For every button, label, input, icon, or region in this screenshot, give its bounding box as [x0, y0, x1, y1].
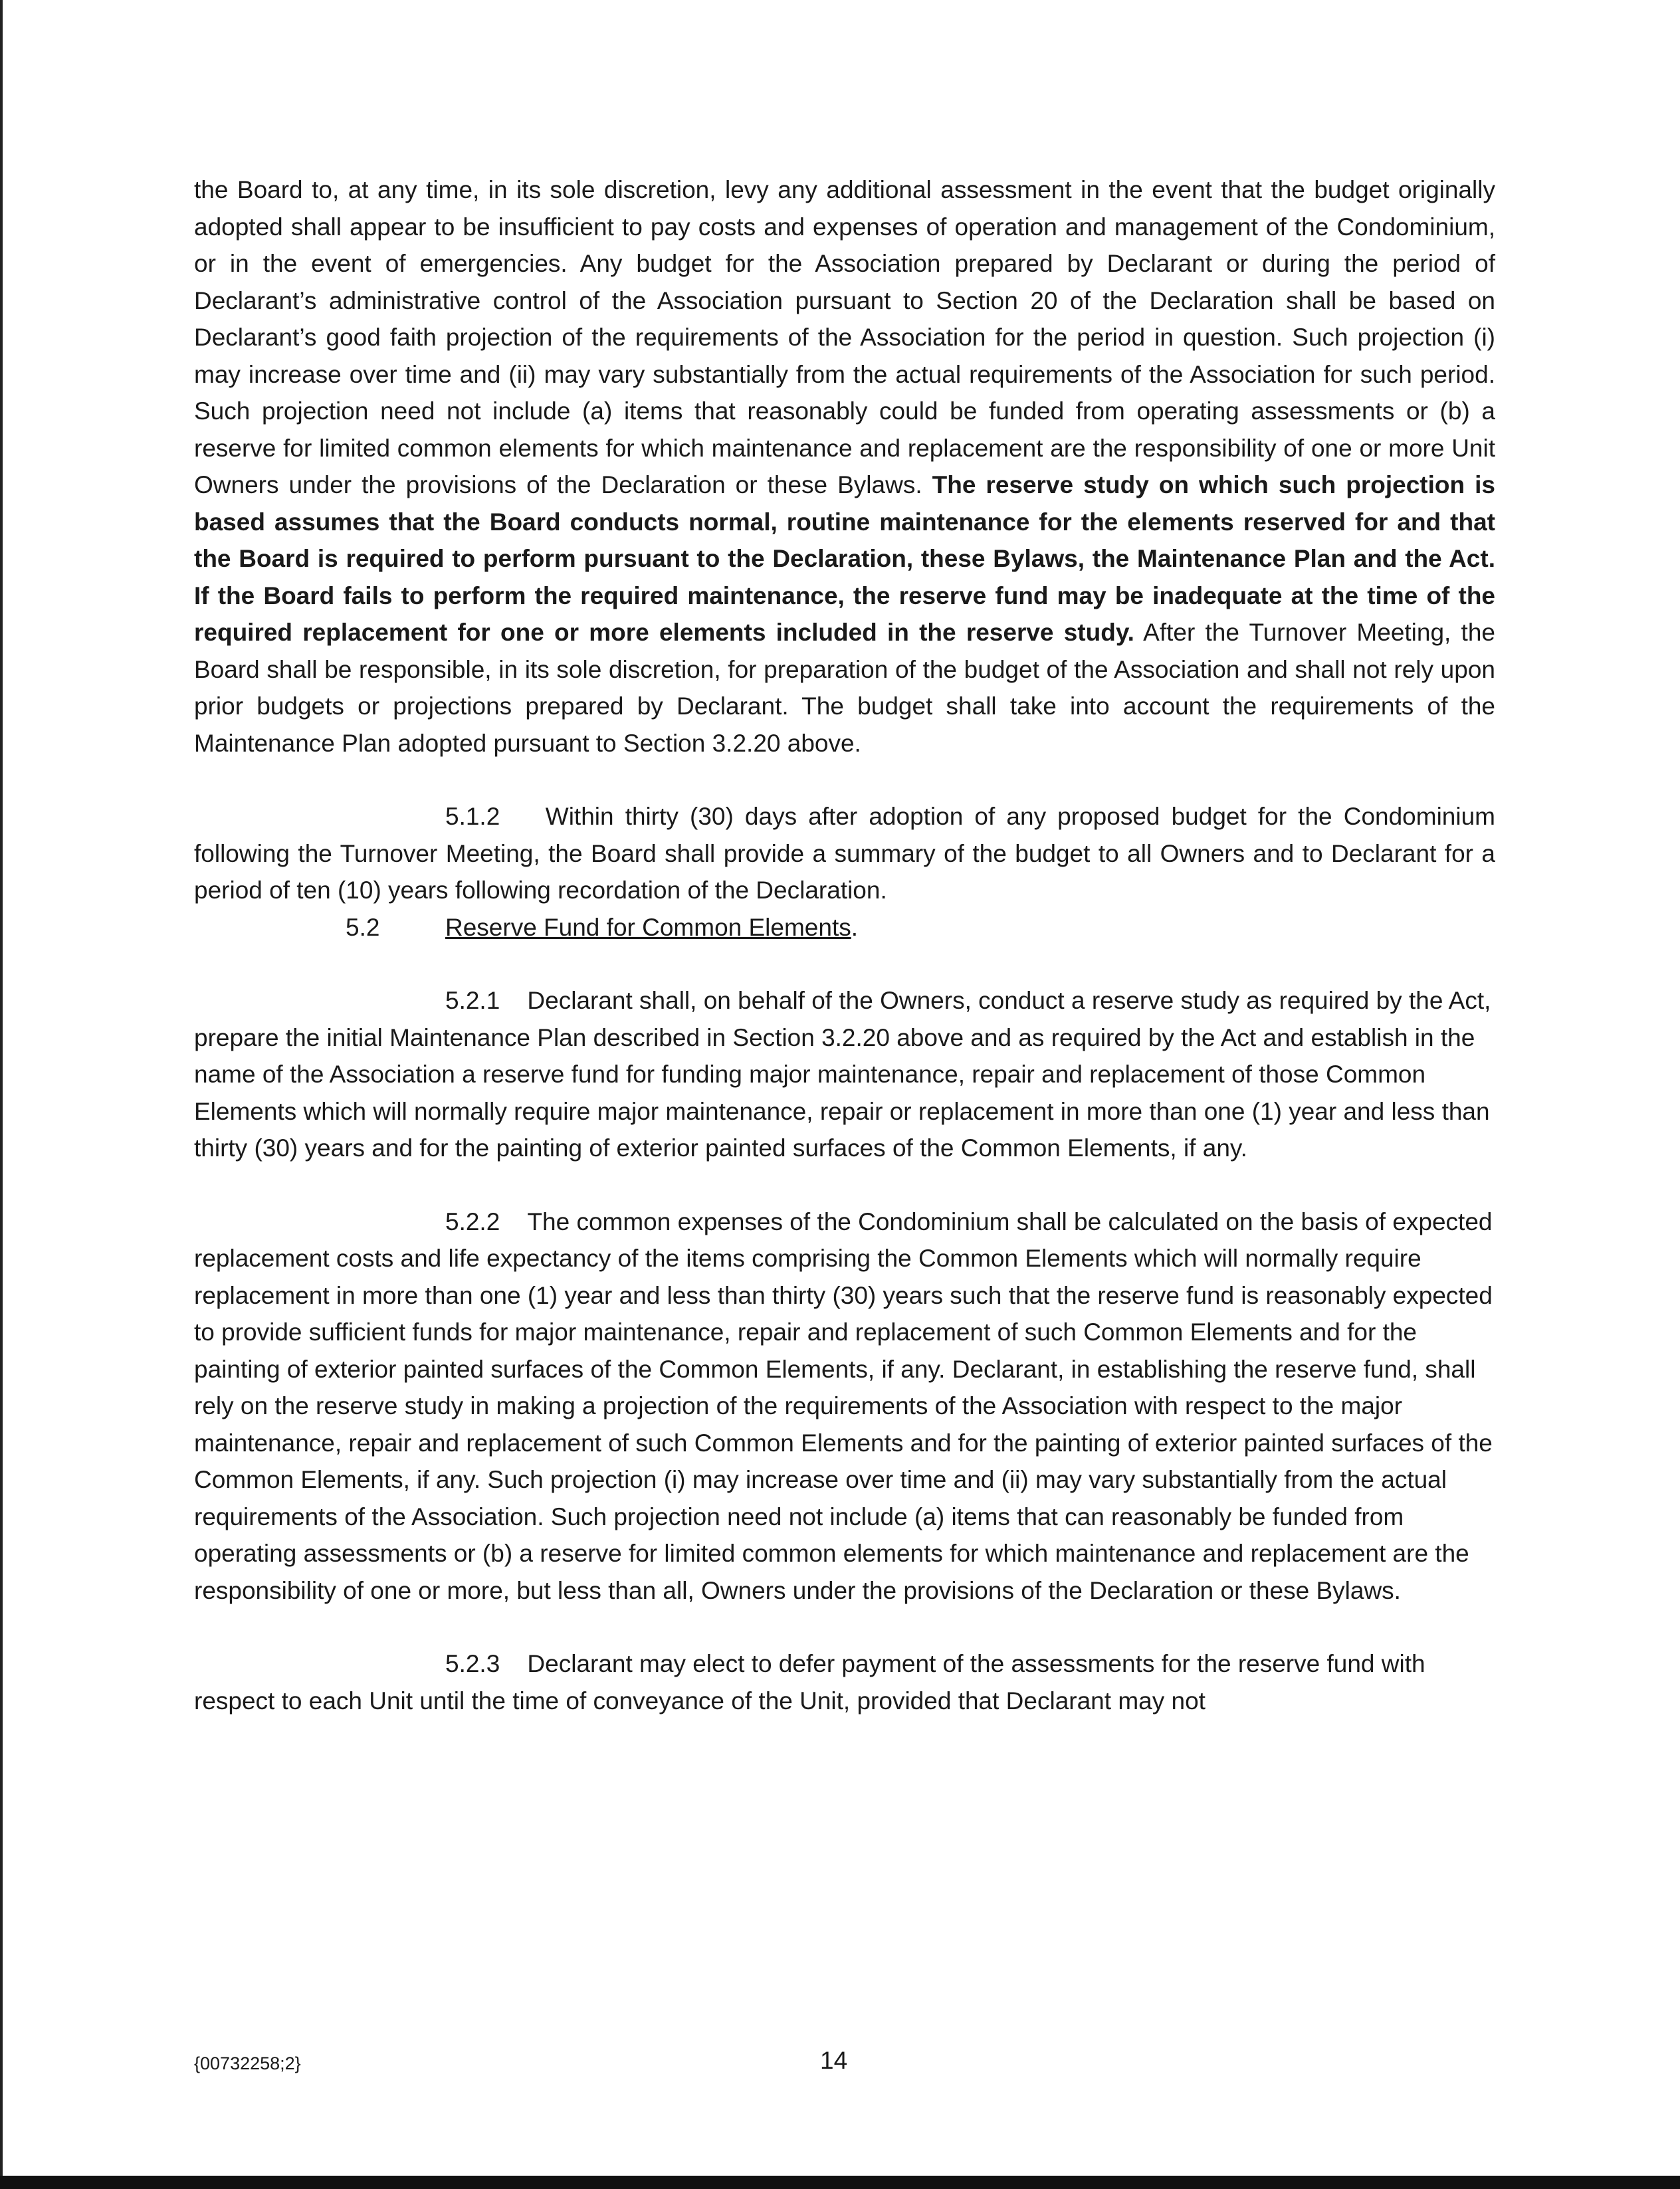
- section-text: Declarant may elect to defer payment of the assessments for the reserve fund with respect to each Unit until the time of conveyance of the Unit, provided that Declarant may not: [194, 1650, 1425, 1715]
- paragraph-budget-text-a: the Board to, at any time, in its sole discretion, levy any additional assessment in the event that the budget originally adopted shall appear to be insufficient to pay costs and expenses of operation and management of the Condominium, or in the event of emergencies. Any budget for the Association prepared by Declarant or during the period of Declarant’s administrative control of the Association pursuant to Section 20 of the Declaration shall be based on Declarant’s good faith projection of the requirements of the Association for the period in question. Such projection (i) may increase over time and (ii) may vary substantially from the actual requirements of the Association for such period. Such projection need not include (a) items that reasonably could be funded from operating assessments or (b) a reserve for limited common elements for which maintenance and replacement are the responsibility of one or more Unit Owners under the provisions of the Declaration or these Bylaws.: [194, 176, 1495, 498]
- scan-edge-bottom: [0, 2176, 1680, 2189]
- section-number: 5.2: [346, 913, 380, 941]
- section-5-2-3: [194, 1645, 1495, 1719]
- paragraph-budget-text-b: After the Turnover Meeting, the Board shall be responsible, in its sole discretion, for preparation of the budget of the Association and shall not rely upon prior budgets or projections prepared by Declarant. The budget shall take into account the requirements of the Maintenance Plan adopted pursuant to Section 3.2.20 above.: [194, 619, 1495, 757]
- section-5-2-1: [194, 982, 1495, 1167]
- section-5-1-2: [194, 798, 1495, 909]
- section-text: Declarant shall, on behalf of the Owners, conduct a reserve study as required by the Act, prepare the initial Maintenance Plan described in Section 3.2.20 above and as required by the Act and establish in the name of the Association a reserve fund for funding major maintenance, repair and replacement of those Common Elements which will normally require major maintenance, repair or replacement in more than one (1) year and less than thirty (30) years and for the painting of exterior painted surfaces of the Common Elements, if any.: [194, 987, 1491, 1162]
- section-number: 5.2.1: [445, 987, 500, 1014]
- document-body: [194, 171, 1495, 1719]
- section-number: 5.1.2: [445, 803, 500, 830]
- section-title: Reserve Fund for Common Elements: [445, 913, 851, 941]
- section-number: 5.2.3: [445, 1650, 500, 1677]
- scan-edge-left: [0, 0, 3, 2189]
- section-title-period: .: [851, 913, 859, 941]
- paragraph-budget: [194, 171, 1495, 762]
- section-5-2-heading: [194, 909, 1495, 946]
- section-text: Within thirty (30) days after adoption of any proposed budget for the Condominium following the Turnover Meeting, the Board shall provide a summary of the budget to all Owners and to Declarant for a period of ten (10) years following recordation of the Declaration.: [194, 803, 1495, 904]
- section-text: The common expenses of the Condominium shall be calculated on the basis of expected replacement costs and life expectancy of the items comprising the Common Elements which will normally require replacement in more than one (1) year and less than thirty (30) years such that the reserve fund is reasonably expected to provide sufficient funds for major maintenance, repair and replacement of such Common Elements and for the painting of exterior painted surfaces of the Common Elements, if any. Declarant, in establishing the reserve fund, shall rely on the reserve study in making a projection of the requirements of the Association with respect to the major maintenance, repair and replacement of such Common Elements and for the painting of exterior painted surfaces of the Common Elements, if any. Such projection (i) may increase over time and (ii) may vary substantially from the actual requirements of the Association. Such projection need not include (a) items that can reasonably be funded from operating assessments or (b) a reserve for limited common elements for which maintenance and replacement are the responsibility of one or more, but less than all, Owners under the provisions of the Declaration or these Bylaws.: [194, 1207, 1493, 1604]
- document-id: {00732258;2}: [194, 2053, 301, 2073]
- reserve-study-warning-bold: The reserve study on which such projection is based assumes that the Board conducts normal, routine maintenance for the elements reserved for and that the Board is required to perform pursuant to the Declaration, these Bylaws, the Maintenance Plan and the Act. If the Board fails to perform the required maintenance, the reserve fund may be inadequate at the time of the required replacement for one or more elements included in the reserve study.: [194, 471, 1495, 646]
- page-number: 14: [820, 2047, 848, 2074]
- section-number: 5.2.2: [445, 1207, 500, 1235]
- section-5-2-2: [194, 1203, 1495, 1610]
